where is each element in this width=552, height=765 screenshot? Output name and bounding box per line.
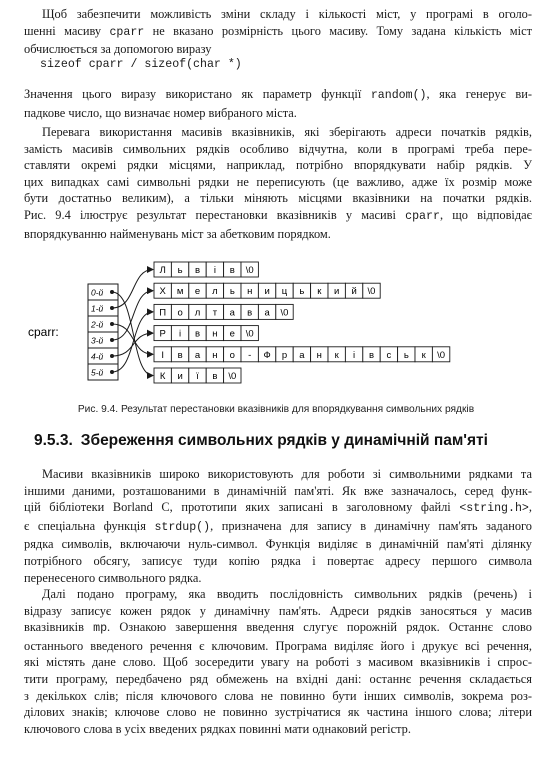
array-label: cparr:	[28, 325, 59, 339]
text-run: потрібного обсягу, записує туди копію рядка і повертає адресу першого символа	[24, 553, 532, 568]
array-index-label: 0-й	[91, 287, 104, 298]
char-label: н	[212, 349, 218, 361]
char-label: ь	[403, 349, 409, 361]
text-run: , яка генерує ви-	[426, 87, 532, 101]
char-label: ь	[229, 286, 235, 298]
paragraph-random-usage	[24, 86, 532, 121]
text-run: рядка символів, включаючи нуль-символ. Функція виділяє в динамічній пам'яті ділянку	[24, 537, 532, 552]
text-run: обчислюється за допомогою виразу	[24, 42, 212, 57]
text-run: відразу записує кожен рядок у динамічну пам'ять. Адреси рядків заносяться у масив	[24, 603, 532, 618]
char-label: Ф	[263, 349, 271, 361]
char-label: і	[179, 328, 182, 340]
inline-code: cparr	[109, 25, 145, 39]
char-label: в	[229, 265, 235, 276]
array-index-label: 4-й	[91, 351, 104, 362]
char-label: \0	[367, 286, 376, 298]
text-line	[24, 190, 532, 207]
text-line	[24, 483, 532, 500]
text-run: тити програму, передбачено ряд обмежень на вхідні дані: останнє речення складається	[24, 671, 532, 686]
text-run: цих випадках самі символьні рядки не переписують (це важливо, адже їх розмір може	[24, 174, 532, 189]
text-line	[24, 688, 532, 705]
char-label: \0	[228, 371, 237, 382]
char-label: Х	[159, 286, 166, 298]
section-title: Збереження символьних рядків у динамічній пам'яті	[80, 432, 488, 449]
code-sizeof-expression: sizeof cparr / sizeof(char *)	[40, 58, 242, 71]
char-label: \0	[245, 328, 254, 340]
char-label: к	[421, 349, 426, 361]
char-label: н	[316, 349, 322, 361]
char-label: а	[194, 349, 201, 361]
text-run: які містять дане слово. Щоб зосередити увагу на роботі з масивом вказівників і спрос-	[24, 655, 532, 670]
char-label: а	[264, 307, 270, 319]
char-label: т	[212, 307, 218, 319]
text-run: , що відповідає	[439, 207, 532, 222]
char-label: и	[334, 286, 340, 298]
char-label: в	[212, 371, 218, 382]
char-label: л	[194, 307, 201, 319]
text-run: шенні масиву	[24, 23, 110, 38]
text-run: ключового слова в усіх введених рядках повинні мати однаковий регістр.	[24, 721, 411, 736]
text-line	[24, 41, 532, 58]
text-line	[24, 704, 532, 721]
char-label: к	[334, 349, 339, 361]
char-label: л	[212, 286, 218, 298]
text-run: , призначена для запису в динамічну пам'ять заданого	[210, 518, 532, 533]
section-heading	[34, 432, 488, 450]
pointer-diagram	[24, 256, 532, 406]
text-run: ,	[528, 500, 532, 515]
text-run: є спеціальна функція	[24, 518, 155, 533]
char-label: й	[351, 286, 357, 298]
char-label: І	[161, 349, 165, 361]
char-label: с	[386, 349, 392, 361]
text-line	[24, 570, 532, 587]
array-index-label: 1-й	[91, 303, 104, 314]
text-run: іншими даними, розташованими в динамічній пам'яті. Як вже зазначалось, серед функ-	[24, 483, 532, 498]
char-label: о	[177, 307, 183, 319]
text-line	[24, 518, 532, 537]
char-label: в	[368, 349, 375, 361]
text-line	[24, 466, 532, 483]
figure-caption: Рис. 9.4. Результат перестановки вказівників для впорядкування символьних рядків	[77, 404, 475, 415]
paragraph-pointer-advantage	[24, 124, 532, 242]
char-label: е	[194, 286, 201, 298]
char-label: в	[194, 265, 201, 276]
char-label: ь	[177, 265, 183, 276]
array-index-label: 3-й	[91, 335, 104, 346]
text-line	[24, 86, 532, 105]
text-run: впорядкуванню найменувань міст за абетковим порядком.	[24, 226, 331, 241]
array-index-label: 2-й	[91, 319, 104, 330]
text-line	[24, 638, 532, 655]
text-run: Далі подано програму, яка вводить послідовність символьних рядків (речень) і	[42, 587, 532, 601]
char-label: -	[248, 349, 252, 361]
text-line	[24, 721, 532, 738]
char-label: і	[353, 349, 356, 361]
char-label: н	[247, 286, 253, 298]
char-label: е	[229, 328, 235, 340]
char-label: \0	[280, 307, 289, 319]
char-label: П	[159, 307, 167, 319]
char-label: в	[177, 349, 183, 361]
text-run: з декількох слів; після ключового слова не повинно бути інших символів, зокрема роз-	[24, 688, 532, 703]
paragraph-array-size	[24, 6, 532, 58]
char-label: в	[194, 328, 201, 340]
text-run: падкове число, що визначає номер вибраного міста.	[24, 105, 297, 120]
text-line	[24, 619, 532, 638]
char-label: К	[159, 371, 166, 382]
char-label: \0	[245, 265, 254, 276]
char-label: м	[176, 286, 184, 298]
char-label: к	[317, 286, 322, 298]
text-run: перенесеного символьного рядка.	[24, 570, 202, 585]
text-run: бути достатньо великим), а тільки міняють місцями вказівники на початки рядків.	[24, 191, 532, 206]
text-run: останнього введеного речення є ключовим. Програма виділяє його і друкує всі речення,	[24, 638, 532, 653]
text-line	[24, 671, 532, 688]
inline-code: mp	[93, 622, 108, 636]
text-run: Перевага використання масивів вказівників, які зберігають адреси початків рядків,	[42, 125, 532, 139]
text-run: Масиви вказівників широко використовують для роботи зі символьними рядками та	[42, 467, 532, 481]
char-label: а	[299, 349, 305, 361]
char-label: Р	[159, 328, 166, 340]
text-line	[24, 174, 532, 191]
text-line	[24, 603, 532, 620]
char-label: и	[264, 286, 270, 298]
char-label: ц	[281, 286, 288, 298]
char-label: Л	[159, 265, 166, 276]
char-label: ї	[196, 371, 199, 382]
char-label: р	[281, 349, 288, 361]
text-line	[24, 141, 532, 158]
inline-code: cparr	[405, 209, 440, 223]
text-run: . Ознакою завершення введення слугує порожній рядок. Останнє слово	[107, 620, 532, 635]
inline-code: random()	[370, 89, 427, 102]
text-line	[24, 23, 532, 42]
text-run: вказівників	[24, 620, 94, 635]
char-label: в	[247, 307, 253, 319]
text-line	[24, 553, 532, 570]
text-run: ділових знаків; ключове слово не повинно зустрічатися як частина іншого слова; літери	[24, 705, 532, 720]
char-label: і	[213, 265, 216, 276]
text-line	[24, 105, 532, 122]
char-label: и	[177, 371, 183, 382]
inline-code: <string.h>	[459, 502, 529, 516]
inline-code: strdup()	[154, 520, 211, 534]
array-index-label: 5-й	[91, 367, 104, 378]
paragraph-program-description	[24, 586, 532, 737]
text-run: ставляти окремі рядки місцями, наприклад, потрібно впорядкувати набір рядків. У	[24, 158, 532, 173]
text-run: не вказано розмірність цього масиву. Тому задана кількість міст	[144, 23, 532, 38]
char-label: а	[229, 307, 235, 319]
text-line	[24, 536, 532, 553]
text-line	[24, 226, 532, 243]
text-line	[24, 499, 532, 518]
text-run: цій бібліотеки Borland C, прототипи яких записані в заголовному файлі	[24, 500, 460, 515]
paragraph-strdup	[24, 466, 532, 586]
char-label: н	[212, 328, 218, 340]
text-run: Значення цього виразу використано як параметр функції	[24, 87, 371, 101]
char-label: ь	[299, 286, 305, 298]
text-line	[24, 6, 532, 23]
text-line	[24, 586, 532, 603]
char-label: о	[229, 349, 235, 361]
text-line	[24, 654, 532, 671]
figure-pointer-array	[24, 256, 532, 406]
text-run: Рис. 9.4 ілюструє результат перестановки вказівників у масиві	[24, 207, 406, 222]
text-run: Щоб забезпечити можливість зміни складу і кількості міст, у програмі в оголо-	[42, 7, 532, 21]
text-line	[24, 124, 532, 141]
section-number: 9.5.3.	[34, 432, 73, 449]
text-line	[24, 157, 532, 174]
text-line	[24, 207, 532, 226]
char-label: \0	[437, 349, 446, 361]
text-run: замість масивів символьних рядків особливо відчутна, коли в програмі треба пере-	[24, 141, 532, 156]
